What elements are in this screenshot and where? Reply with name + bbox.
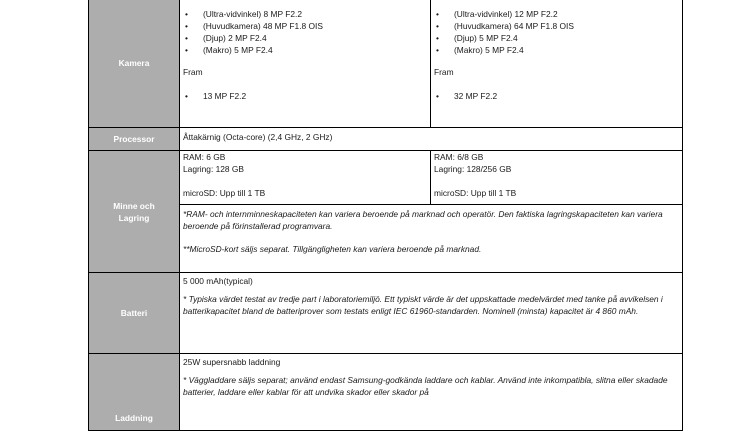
camera-col2-rear-list	[434, 8, 679, 56]
charging-value: 25W supersnabb laddning	[183, 357, 281, 367]
memory-label-line2: Lagring	[118, 212, 150, 223]
battery-note: * Typiska värdet testat av tredje part i laboratoriemiljö. Ett typiskt värde är det uppskattade medelvärdet med tanke på avvikelsen i batterikapacitet bland de batteriprover som testats enligt IEC 61960-standarden. Nominell (minsta) kapacitet är 4 860 mAh.	[183, 294, 663, 316]
memory-note2: **MicroSD-kort säljs separat. Tillgängligheten kan variera beroende på marknad.	[183, 244, 482, 254]
list-item: • (Djup) 2 MP F2.4	[183, 32, 427, 44]
list-item: • (Makro) 5 MP F2.4	[183, 44, 427, 56]
memory-label	[89, 151, 180, 273]
memory-label-line1: Minne och	[113, 200, 155, 211]
camera-col1-front-label: Fram	[183, 67, 203, 77]
list-item: • 32 MP F2.2	[434, 90, 679, 102]
battery-value: 5 000 mAh(typical)	[183, 276, 253, 286]
camera-row	[89, 0, 683, 128]
memory-col2-microsd: microSD: Upp till 1 TB	[434, 188, 517, 198]
memory-note1: *RAM- och internminneskapaciteten kan variera beroende på marknad och operatör. Den faktiska lagringskapaciteten kan variera beroende på förinstallerad programvara.	[183, 209, 663, 231]
camera-col2-front-label: Fram	[434, 67, 454, 77]
memory-col1	[180, 151, 431, 205]
memory-col1-microsd: microSD: Upp till 1 TB	[183, 188, 266, 198]
memory-row	[89, 151, 683, 205]
list-item: • (Huvudkamera) 64 MP F1.8 OIS	[434, 20, 679, 32]
camera-col1	[180, 0, 431, 128]
camera-col1-rear-list	[183, 8, 427, 56]
camera-col1-front-list	[183, 90, 427, 102]
camera-col2	[431, 0, 683, 128]
memory-col2-storage: Lagring: 128/256 GB	[434, 164, 512, 174]
charging-label: Laddning	[89, 354, 180, 431]
battery-cell	[180, 273, 683, 354]
memory-col2-ram: RAM: 6/8 GB	[434, 152, 484, 162]
processor-label: Processor	[89, 128, 180, 151]
list-item: • (Makro) 5 MP F2.4	[434, 44, 679, 56]
camera-col2-front-list	[434, 90, 679, 102]
list-item: • (Djup) 5 MP F2.4	[434, 32, 679, 44]
list-item: • 13 MP F2.2	[183, 90, 427, 102]
charging-note: * Väggladdare säljs separat; använd endast Samsung-godkända laddare och kablar. Använd inte inkompatibla, slitna eller skadade batterier, laddare eller kablar för att undvika skador eller skador på	[183, 375, 668, 397]
memory-notes	[180, 205, 683, 273]
battery-label: Batteri	[89, 273, 180, 354]
memory-col1-storage: Lagring: 128 GB	[183, 164, 244, 174]
memory-col1-ram: RAM: 6 GB	[183, 152, 226, 162]
list-item: • (Huvudkamera) 48 MP F1.8 OIS	[183, 20, 427, 32]
spec-table	[88, 0, 683, 431]
camera-label: Kamera	[89, 0, 180, 128]
list-item: • (Ultra-vidvinkel) 12 MP F2.2	[434, 8, 679, 20]
battery-row	[89, 273, 683, 354]
processor-value: Åttakärnig (Octa-core) (2,4 GHz, 2 GHz)	[180, 128, 683, 151]
processor-row	[89, 128, 683, 151]
memory-col2	[431, 151, 683, 205]
list-item: • (Ultra-vidvinkel) 8 MP F2.2	[183, 8, 427, 20]
